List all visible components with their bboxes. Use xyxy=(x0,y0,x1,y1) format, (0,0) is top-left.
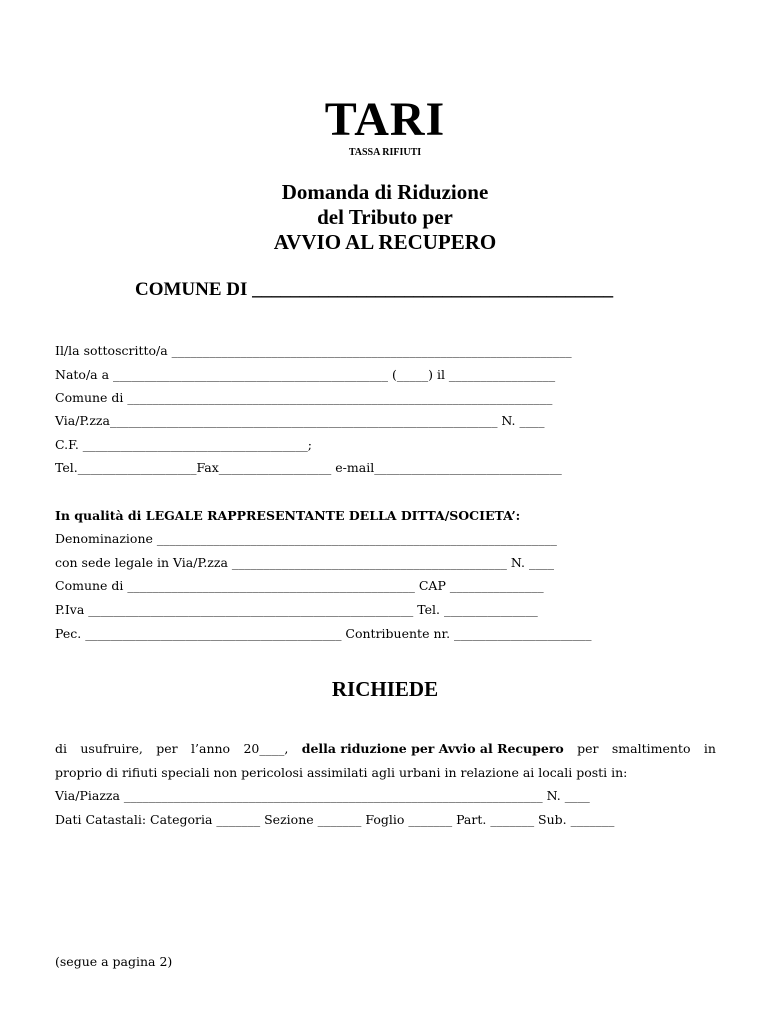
richiesta-word: smaltimento xyxy=(611,741,691,756)
field-sottoscritto: Il/la sottoscritto/a ________________________________________________________________ xyxy=(55,343,572,358)
field-richiesta-via: Via/Piazza ___________________________________________________________________ N. ____ xyxy=(55,788,590,803)
richiesta-word: per xyxy=(156,741,178,756)
field-cf: C.F. ____________________________________; xyxy=(55,437,312,452)
field-comune: Comune di ____________________________________________________________________ xyxy=(55,390,553,405)
richiesta-paragraph-line-1 xyxy=(55,741,716,757)
doc-title: TARI xyxy=(324,93,446,146)
field-sede: con sede legale in Via/P.zza ____________________________________________ N. ____ xyxy=(55,555,554,570)
doc-heading-line-2: del Tributo per xyxy=(317,205,453,229)
richiede-heading: RICHIEDE xyxy=(331,677,439,701)
doc-heading-line-1: Domanda di Riduzione xyxy=(281,180,489,204)
field-nato: Nato/a a ____________________________________________ (_____) il _________________ xyxy=(55,367,556,382)
richiesta-word: usufruire, xyxy=(80,741,143,756)
doc-subtitle: TASSA RIFIUTI xyxy=(348,147,422,158)
field-pec: Pec. _________________________________________ Contribuente nr. ______________________ xyxy=(55,626,592,641)
doc-heading xyxy=(0,180,770,255)
field-piva: P.Iva ____________________________________________________ Tel. _______________ xyxy=(55,602,538,617)
field-denominazione: Denominazione ________________________________________________________________ xyxy=(55,531,557,546)
richiesta-word: 20____, xyxy=(243,741,289,756)
richiesta-paragraph-line-2: proprio di rifiuti speciali non pericolosi assimilati agli urbani in relazione ai locali posti in: xyxy=(55,765,628,780)
richiesta-word: di xyxy=(55,741,67,756)
page-continuation-note: (segue a pagina 2) xyxy=(55,954,173,969)
comune-field: COMUNE DI ______________________________________ xyxy=(135,279,614,300)
richiesta-word: in xyxy=(703,741,716,756)
field-ditta-comune: Comune di ______________________________________________ CAP _______________ xyxy=(55,578,544,593)
richiesta-word: l’anno xyxy=(191,741,231,756)
richiesta-word: per xyxy=(577,741,599,756)
doc-heading-line-3: AVVIO AL RECUPERO xyxy=(273,230,497,254)
field-via: Via/P.zza______________________________________________________________ N. ____ xyxy=(55,413,545,428)
richiesta-bold-phrase: della riduzione per Avvio al Recupero xyxy=(301,741,564,756)
field-contatti: Tel.___________________Fax__________________ e-mail______________________________ xyxy=(55,460,562,475)
field-dati-catastali: Dati Catastali: Categoria _______ Sezione _______ Foglio _______ Part. _______ Sub. _______ xyxy=(55,812,615,827)
ditta-heading: In qualità di LEGALE RAPPRESENTANTE DELLA DITTA/SOCIETA’: xyxy=(55,508,521,523)
